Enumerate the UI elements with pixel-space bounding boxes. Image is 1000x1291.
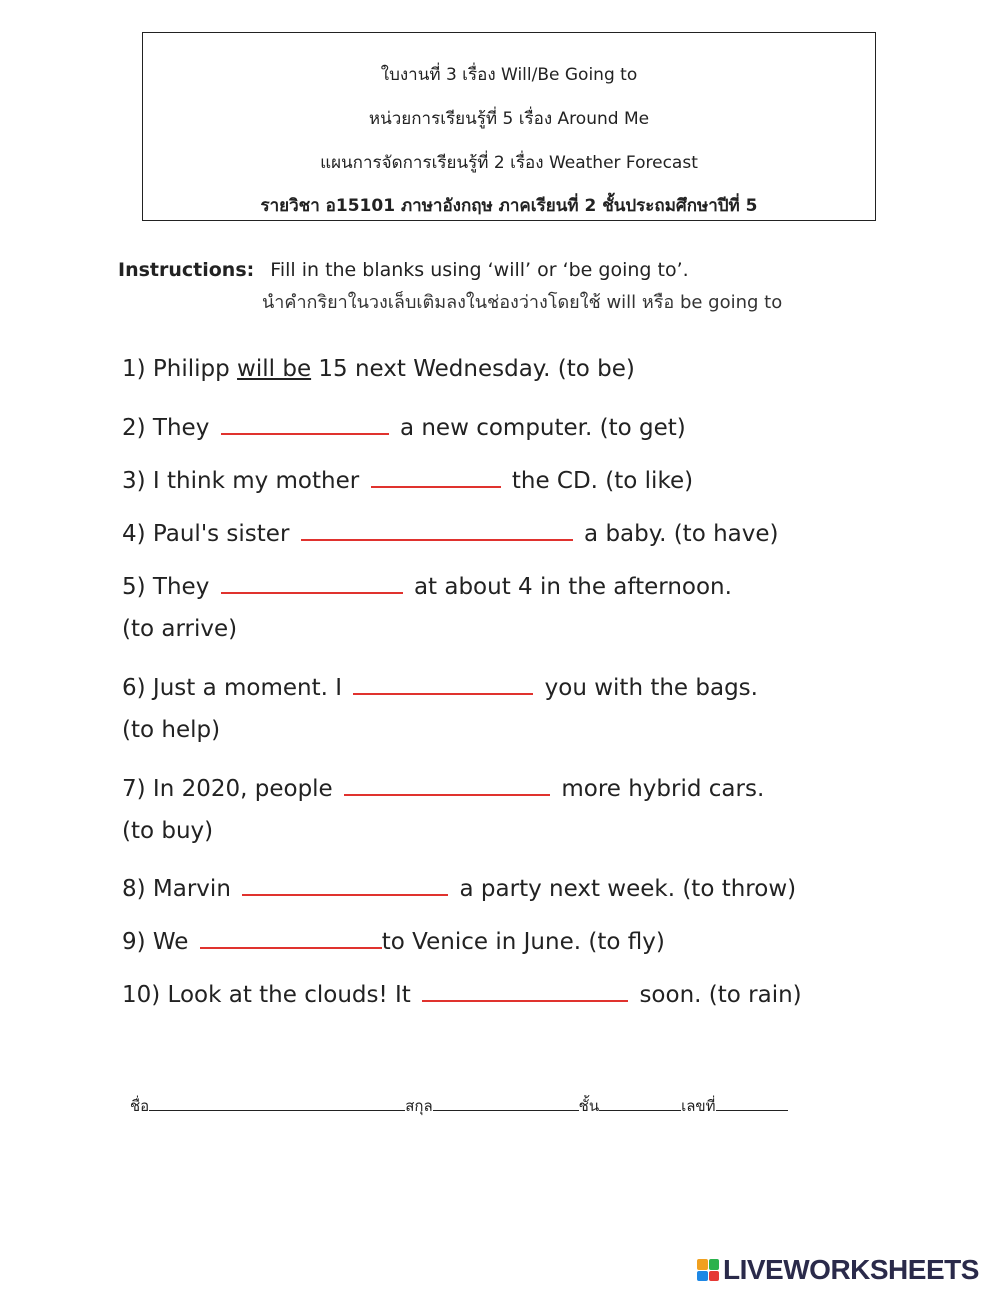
question-text: 1) Philipp [122,356,238,382]
question-text: a new computer. (to get) [399,415,686,441]
answer-blank-4[interactable] [301,513,573,541]
question-text: 6) Just a moment. I [122,675,343,701]
number-field[interactable] [716,1094,788,1111]
question-text: 8) Marvin [122,876,231,902]
liveworksheets-logo [697,1254,979,1286]
student-info-footer [130,1094,788,1117]
question-text: 15 next Wednesday. (to be) [311,356,635,382]
answer-blank-9[interactable] [200,921,382,949]
class-field[interactable] [599,1094,681,1111]
question-text: the CD. (to like) [511,468,694,494]
question-7 [122,768,764,804]
class-label: ชั้น [578,1097,600,1115]
question-text: more hybrid cars. [561,776,765,802]
logo-text: LIVEWORKSHEETS [723,1254,979,1285]
question-6 [122,667,758,703]
question-6-verb: (to help) [122,717,221,743]
answer-blank-5[interactable] [221,566,403,594]
question-9 [122,921,665,957]
surname-label: สกุล [405,1097,433,1115]
name-field[interactable] [149,1094,405,1111]
example-answer: will be [237,356,312,382]
question-text: a party next week. (to throw) [459,876,797,902]
liveworksheets-logo-icon [697,1259,719,1281]
instructions [118,256,689,284]
learning-unit: หน่วยการเรียนรู้ที่ 5 เรื่อง Around Me [368,109,650,129]
answer-blank-6[interactable] [353,667,533,695]
instructions-label: Instructions: [118,259,255,281]
question-1 [122,354,635,384]
lesson-plan: แผนการจัดการเรียนรู้ที่ 2 เรื่อง Weather Forecast [320,153,698,173]
answer-blank-3[interactable] [371,460,501,488]
worksheet-title: ใบงานที่ 3 เรื่อง Will/Be Going to [380,65,638,85]
answer-blank-10[interactable] [422,974,628,1002]
question-text: 3) I think my mother [122,468,360,494]
question-text: 5) They [122,574,210,600]
question-5 [122,566,732,602]
answer-blank-8[interactable] [242,868,448,896]
question-2 [122,407,686,443]
question-text: 2) They [122,415,210,441]
question-text: at about 4 in the afternoon. [413,574,732,600]
instructions-text-th: นำคำกริยาในวงเล็บเติมลงในช่องว่างโดยใช้ will หรือ be going to [262,292,783,313]
course-info: รายวิชา อ15101 ภาษาอังกฤษ ภาคเรียนที่ 2 ชั้นประถมศึกษาปีที่ 5 [260,196,758,216]
answer-blank-2[interactable] [221,407,389,435]
number-label: เลขที่ [681,1097,716,1115]
question-10 [122,974,802,1010]
question-8 [122,868,796,904]
surname-field[interactable] [433,1094,579,1111]
question-text: you with the bags. [544,675,758,701]
question-text: soon. (to rain) [639,982,802,1008]
answer-blank-7[interactable] [344,768,550,796]
header-box [142,32,876,221]
question-7-verb: (to buy) [122,818,214,844]
question-text: 7) In 2020, people [122,776,333,802]
instructions-text-en: Fill in the blanks using ‘will’ or ‘be going to’. [270,259,689,281]
question-text: 10) Look at the clouds! It [122,982,411,1008]
name-label: ชื่อ [130,1097,150,1115]
question-text: 9) We [122,929,189,955]
question-5-verb: (to arrive) [122,616,238,642]
question-3 [122,460,693,496]
question-text: 4) Paul's sister [122,521,290,547]
question-text: a baby. (to have) [584,521,779,547]
question-text: to Venice in June. (to fly) [381,929,665,955]
question-4 [122,513,778,549]
